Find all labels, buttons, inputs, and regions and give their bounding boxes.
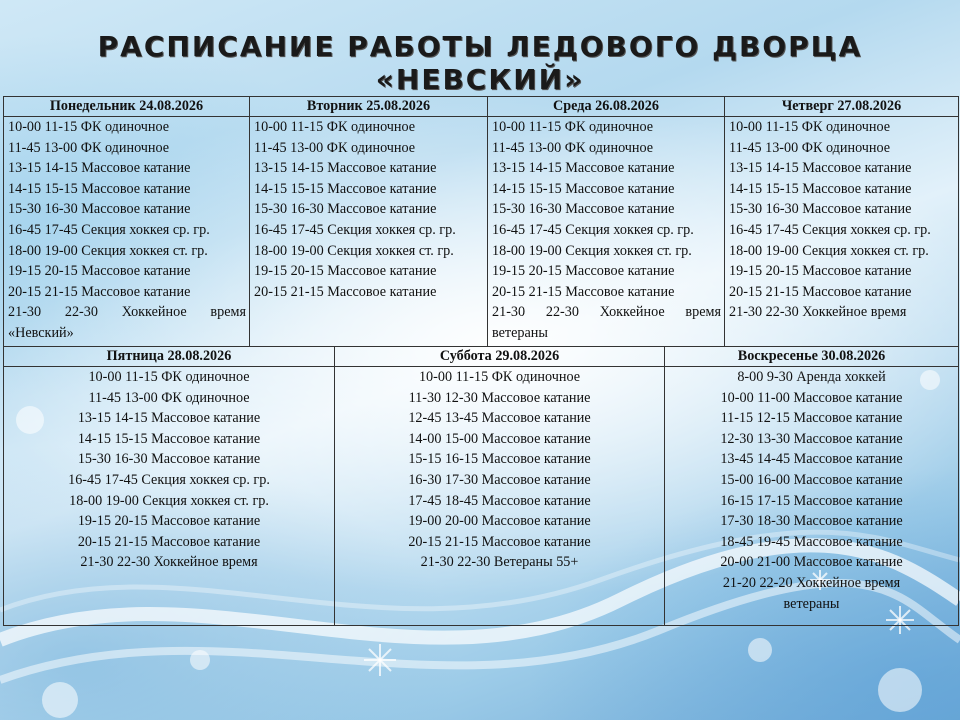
schedule-entry: ветераны [783, 595, 840, 612]
schedule-entry: 21-30 22-30 Хоккейное время [80, 554, 258, 571]
day-schedule-tuesday [250, 117, 488, 347]
schedule-entry: 21-30 22-30 Хоккейное время [729, 304, 907, 321]
schedule-entry: 12-30 13-30 Массовое катание [720, 430, 903, 447]
schedule-entry: 13-15 14-15 Массовое катание [254, 160, 437, 177]
schedule-entry: 20-00 21-00 Массовое катание [720, 554, 903, 571]
schedule-entry: 11-45 13-00 ФК одиночное [254, 139, 416, 156]
day-header: Суббота 29.08.2026 [335, 347, 665, 367]
schedule-entry: 13-15 14-15 Массовое катание [8, 160, 191, 177]
schedule-entry: 18-00 19-00 Секция хоккея ст. гр. [729, 242, 929, 259]
schedule-entry: 10-00 11-15 ФК одиночное [492, 119, 654, 135]
schedule-entry: 11-30 12-30 Массовое катание [408, 389, 591, 406]
schedule-entry: 13-15 14-15 Массовое катание [729, 160, 912, 177]
table-header-row [4, 347, 959, 367]
schedule-entry: 20-15 21-15 Массовое катание [77, 533, 261, 550]
day-header: Среда 26.08.2026 [488, 97, 725, 117]
schedule-entry: 16-45 17-45 Секция хоккея ср. гр. [254, 221, 456, 238]
schedule-entry: 19-15 20-15 Массовое катание [77, 513, 261, 530]
schedule-entry: 18-00 19-00 Секция хоккея ст. гр. [69, 492, 269, 509]
schedule-entry: 18-00 19-00 Секция хоккея ст. гр. [492, 242, 692, 259]
schedule-entry: 18-45 19-45 Массовое катание [720, 533, 903, 550]
schedule-entry: 17-30 18-30 Массовое катание [720, 513, 903, 530]
day-schedule-sunday [665, 367, 959, 626]
schedule-entry: 21-30 22-30 Хоккейное время [8, 304, 246, 321]
schedule-entry: 11-45 13-00 ФК одиночное [729, 139, 891, 156]
schedule-entry: 14-15 15-15 Массовое катание [254, 180, 437, 197]
table-header-row [4, 97, 959, 117]
schedule-entry: 10-00 11-15 ФК одиночное [729, 119, 891, 135]
schedule-entry: 14-15 15-15 Массовое катание [77, 430, 261, 447]
schedule-entry: 11-45 13-00 ФК одиночное [88, 389, 250, 406]
schedule-entry: 15-30 16-30 Массовое катание [729, 201, 912, 218]
schedule-entry: 15-00 16-00 Массовое катание [720, 471, 903, 488]
schedule-entry: 16-15 17-15 Массовое катание [720, 492, 903, 509]
schedule-entry: 21-30 22-30 Ветераны 55+ [420, 554, 579, 571]
schedule-entry: 14-15 15-15 Массовое катание [492, 180, 675, 197]
schedule-entry: 18-00 19-00 Секция хоккея ст. гр. [8, 242, 208, 259]
schedule-entry: 14-15 15-15 Массовое катание [729, 180, 912, 197]
schedule-entry: 16-45 17-45 Секция хоккея ср. гр. [68, 471, 270, 488]
schedule-entry: 15-30 16-30 Массовое катание [492, 201, 675, 218]
day-schedule-friday [4, 367, 335, 626]
schedule-entry: 14-00 15-00 Массовое катание [408, 430, 591, 447]
schedule-entry: 15-15 16-15 Массовое катание [408, 451, 591, 468]
schedule-entry: 11-45 13-00 ФК одиночное [492, 139, 654, 156]
schedule-entry: 21-30 22-30 Хоккейное время [492, 304, 721, 321]
schedule-entry: 10-00 11-15 ФК одиночное [418, 369, 581, 385]
schedule-entry: 15-30 16-30 Массовое катание [254, 201, 437, 218]
day-schedule-thursday [725, 117, 959, 347]
schedule-entry: «Невский» [8, 324, 74, 341]
schedule-entry: 13-15 14-15 Массовое катание [77, 410, 261, 427]
schedule-entry: 17-45 18-45 Массовое катание [408, 492, 591, 509]
schedule-entry: 12-45 13-45 Массовое катание [408, 410, 591, 427]
schedule-entry: 13-45 14-45 Массовое катание [720, 451, 903, 468]
day-header: Понедельник 24.08.2026 [4, 97, 250, 117]
schedule-entry: 19-15 20-15 Массовое катание [492, 263, 675, 280]
schedule-entry: 13-15 14-15 Массовое катание [492, 160, 675, 177]
schedule-entry: 16-45 17-45 Секция хоккея ср. гр. [729, 221, 931, 238]
schedule-entry: 10-00 11-15 ФК одиночное [88, 369, 250, 385]
schedule-entry: 14-15 15-15 Массовое катание [8, 180, 191, 197]
schedule-entry: 19-15 20-15 Массовое катание [729, 263, 912, 280]
table-row [4, 117, 959, 347]
schedule-entry: ветераны [492, 324, 548, 341]
schedule-entry: 20-15 21-15 Массовое катание [492, 283, 675, 300]
day-schedule-monday [4, 117, 250, 347]
schedule-entry: 20-15 21-15 Массовое катание [408, 533, 591, 550]
day-header: Воскресенье 30.08.2026 [665, 347, 959, 367]
schedule-entry: 19-00 20-00 Массовое катание [408, 513, 591, 530]
day-schedule-wednesday [488, 117, 725, 347]
schedule-table-fri-sun [3, 346, 959, 626]
schedule-entry: 19-15 20-15 Массовое катание [8, 263, 191, 280]
day-schedule-saturday [335, 367, 665, 626]
schedule-entry: 16-30 17-30 Массовое катание [408, 471, 591, 488]
day-header: Четверг 27.08.2026 [725, 97, 959, 117]
page-title: РАСПИСАНИЕ РАБОТЫ ЛЕДОВОГО ДВОРЦА «НЕВСКИЙ» [97, 30, 863, 96]
schedule-entry: 20-15 21-15 Массовое катание [254, 283, 437, 300]
schedule-entry: 16-45 17-45 Секция хоккея ср. гр. [492, 221, 694, 238]
schedule-entry: 10-00 11-00 Массовое катание [720, 389, 903, 406]
table-row [4, 367, 959, 626]
schedule-entry: 10-00 11-15 ФК одиночное [254, 119, 416, 135]
schedule-entry: 18-00 19-00 Секция хоккея ст. гр. [254, 242, 454, 259]
schedule-entry: 10-00 11-15 ФК одиночное [8, 119, 170, 135]
schedule-entry: 15-30 16-30 Массовое катание [8, 201, 191, 218]
schedule-entry: 11-15 12-15 Массовое катание [720, 410, 903, 427]
schedule-entry: 11-45 13-00 ФК одиночное [8, 139, 170, 156]
day-header: Вторник 25.08.2026 [250, 97, 488, 117]
schedule-entry: 19-15 20-15 Массовое катание [254, 263, 437, 280]
schedule-entry: 16-45 17-45 Секция хоккея ср. гр. [8, 221, 210, 238]
schedule-entry: 15-30 16-30 Массовое катание [77, 451, 261, 468]
schedule-entry: 20-15 21-15 Массовое катание [8, 283, 191, 300]
schedule-entry: 8-00 9-30 Аренда хоккей [737, 369, 886, 385]
day-header: Пятница 28.08.2026 [4, 347, 335, 367]
schedule-table-mon-thu [3, 96, 959, 347]
schedule-entry: 20-15 21-15 Массовое катание [729, 283, 912, 300]
schedule-entry: 21-20 22-20 Хоккейное время [722, 574, 901, 591]
